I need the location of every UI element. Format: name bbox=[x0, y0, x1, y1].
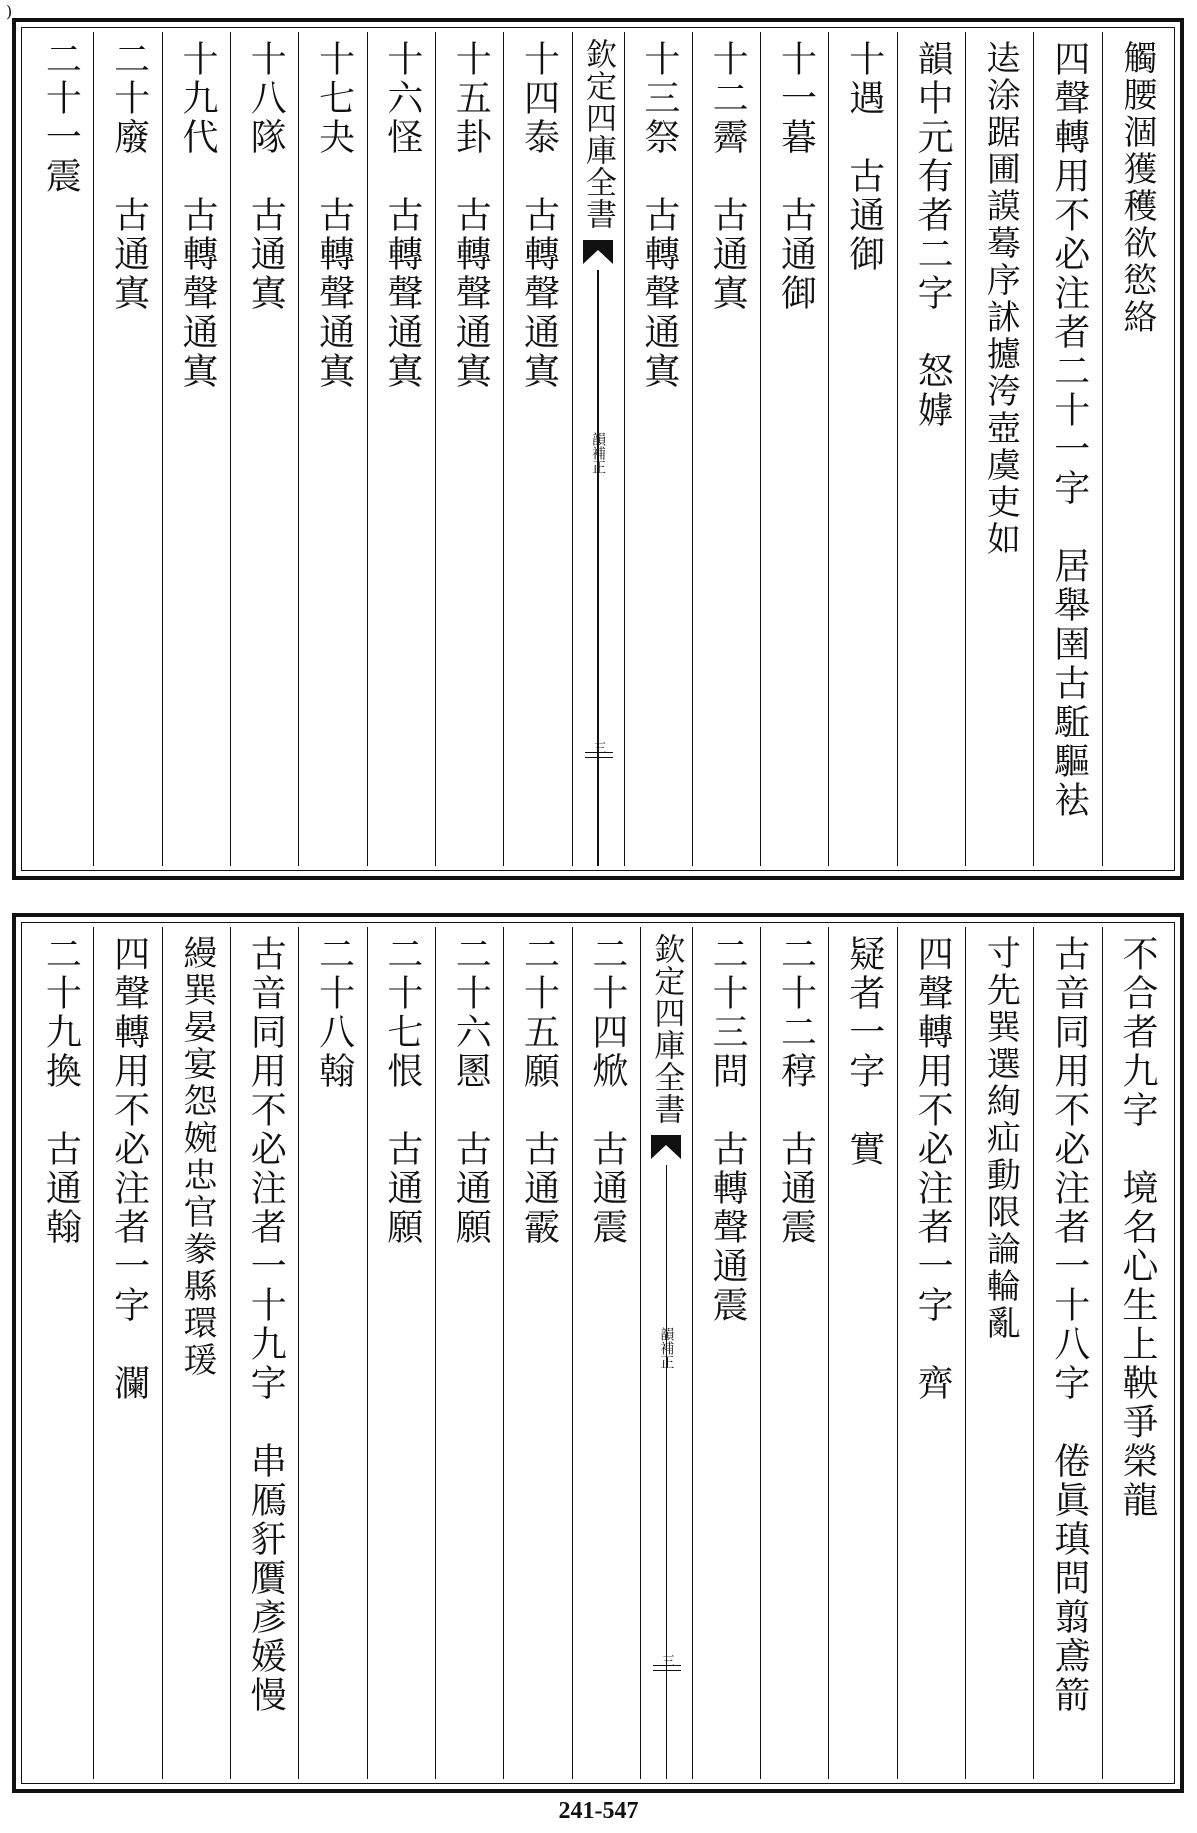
center-line bbox=[666, 1165, 668, 1779]
text-column: 韻中元有者二字 怒嫭 bbox=[898, 32, 966, 866]
text-column: 十三祭 古轉聲通寘 bbox=[625, 32, 693, 866]
text-column: 縵巽晏宴怨婉忠官豢縣環瑗 bbox=[163, 927, 231, 1779]
text-column: 二十廢 古通寘 bbox=[94, 32, 162, 866]
page-bottom bbox=[12, 913, 1184, 1793]
text-column: 疑者一字 實 bbox=[829, 927, 897, 1779]
text-column: 十一暮 古通御 bbox=[761, 32, 829, 866]
text-column: 二十三問 古轉聲通震 bbox=[693, 927, 761, 1779]
page-bottom-columns bbox=[26, 927, 1170, 1779]
text-column: 十八隊 古通寘 bbox=[231, 32, 299, 866]
lower-fish-tail bbox=[585, 752, 613, 758]
text-column: 迲涂踞圃謨蓦序訹攄洿壺虞吏如 bbox=[966, 32, 1034, 866]
text-column: 古音同用不必注者一十九字 串鴈豻贋彥媛慢 bbox=[231, 927, 299, 1779]
text-column: 十五卦 古轉聲通寘 bbox=[436, 32, 504, 866]
text-column: 四聲轉用不必注者二十一字 居舉圉古駈驅袪 bbox=[1034, 32, 1102, 866]
page-number-mark: 三 bbox=[590, 741, 606, 754]
page-number-mark: 三 bbox=[658, 1654, 674, 1667]
text-column: 寸先巽選絢疝動限論輪亂 bbox=[966, 927, 1034, 1779]
page-top bbox=[12, 18, 1184, 880]
footer-page-number: 241-547 bbox=[558, 1798, 639, 1824]
text-column: 十九代 古轉聲通寘 bbox=[163, 32, 231, 866]
text-column: 不合者九字 境名心生上鞅爭榮龍 bbox=[1117, 935, 1158, 1520]
text-column: 二十六慁 古通願 bbox=[436, 927, 504, 1779]
text-column: 古音同用不必注者一十八字 倦眞瑱問翦鳶箭 bbox=[1034, 927, 1102, 1779]
fish-tail-mark-icon bbox=[583, 236, 613, 266]
text-column: 二十五願 古通霰 bbox=[504, 927, 572, 1779]
text-column: 二十七恨 古通願 bbox=[368, 927, 436, 1779]
lower-fish-tail bbox=[653, 1665, 681, 1671]
text-column: 觸腰涸獲穫欲慾絡 bbox=[1117, 40, 1157, 336]
text-column: 十四泰 古轉聲通寘 bbox=[504, 32, 572, 866]
text-column: 二十一震 bbox=[26, 32, 94, 866]
book-title: 欽定四庫全書 bbox=[648, 933, 685, 1125]
text-column: 十六怪 古轉聲通寘 bbox=[368, 32, 436, 866]
fish-tail-mark-icon bbox=[651, 1131, 681, 1161]
text-column: 十二霽 古通寘 bbox=[693, 32, 761, 866]
text-column: 二十八翰 bbox=[299, 927, 367, 1779]
text-column: 四聲轉用不必注者一字 齊 bbox=[898, 927, 966, 1779]
text-column: 四聲轉用不必注者一字 瀾 bbox=[94, 927, 162, 1779]
text-column: 二十九換 古通翰 bbox=[26, 927, 94, 1779]
text-column: 二十二稕 古通震 bbox=[761, 927, 829, 1779]
margin-mark: ) bbox=[6, 2, 13, 21]
center-line bbox=[597, 270, 599, 866]
volume-title: 韻補正 bbox=[590, 432, 606, 474]
center-fold bbox=[641, 927, 693, 1779]
book-title: 欽定四庫全書 bbox=[580, 38, 616, 230]
text-column: 十遇 古通御 bbox=[829, 32, 897, 866]
text-column: 十七夬 古轉聲通寘 bbox=[299, 32, 367, 866]
text-column: 二十四焮 古通震 bbox=[573, 927, 641, 1779]
volume-title: 韻補正 bbox=[658, 1327, 675, 1369]
page-top-columns bbox=[26, 32, 1170, 866]
center-fold bbox=[573, 32, 625, 866]
